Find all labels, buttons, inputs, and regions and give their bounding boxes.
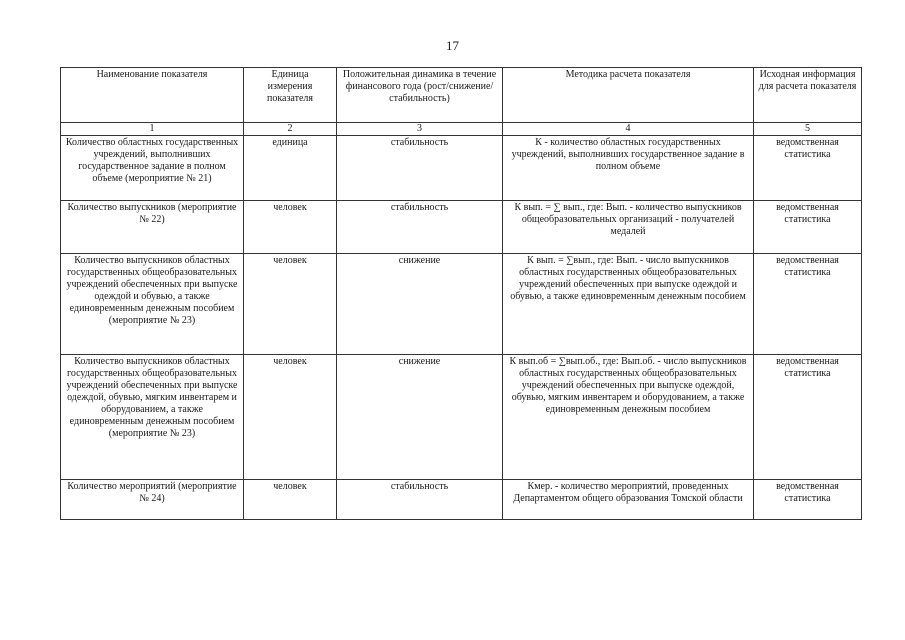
unit-cell: человек	[244, 201, 337, 254]
indicator-name-cell: Количество мероприятий (мероприятие № 24)	[61, 480, 244, 520]
unit-cell: человек	[244, 480, 337, 520]
indicator-name-cell: Количество выпускников (мероприятие № 22)	[61, 201, 244, 254]
source-cell: ведомственная статистика	[754, 254, 862, 355]
header-dynamics: Положительная динамика в течение финансового года (рост/снижение/стабильность)	[337, 68, 503, 123]
header-method: Методика расчета показателя	[503, 68, 754, 123]
dynamics-cell: снижение	[337, 254, 503, 355]
header-unit: Единица измерения показателя	[244, 68, 337, 123]
indicator-name-cell: Количество выпускников областных государственных общеобразовательных учреждений обеспеченных при выпуске одеждой, обувью, мягким инвентарем и оборудованием, а также единовременным денежным пособием (мероприятие № 23)	[61, 355, 244, 480]
column-number: 2	[244, 123, 337, 136]
method-cell: К вып. = ∑ вып., где: Вып. - количество выпускников общеобразовательных организаций - получателей медалей	[503, 201, 754, 254]
table-row	[61, 201, 862, 254]
column-number: 1	[61, 123, 244, 136]
table-row	[61, 136, 862, 201]
header-source: Исходная информация для расчета показателя	[754, 68, 862, 123]
source-cell: ведомственная статистика	[754, 355, 862, 480]
table-row	[61, 480, 862, 520]
unit-cell: единица	[244, 136, 337, 201]
source-cell: ведомственная статистика	[754, 136, 862, 201]
column-number: 5	[754, 123, 862, 136]
indicator-name-cell: Количество выпускников областных государственных общеобразовательных учреждений обеспеченных при выпуске одеждой и обувью, а также единовременным денежным пособием (мероприятие № 23)	[61, 254, 244, 355]
column-number: 4	[503, 123, 754, 136]
dynamics-cell: стабильность	[337, 480, 503, 520]
source-cell: ведомственная статистика	[754, 201, 862, 254]
method-cell: Кмер. - количество мероприятий, проведенных Департаментом общего образования Томской области	[503, 480, 754, 520]
method-cell: К вып. = ∑вып., где: Вып. - число выпускников областных государственных общеобразовательных учреждений обеспеченных при выпуске одеждой и обувью, а также единовременным денежным пособием	[503, 254, 754, 355]
method-cell: К вып.об = ∑вып.об., где: Вып.об. - число выпускников областных государственных общеобразовательных учреждений обеспеченных при выпуске одеждой, обувью, мягким инвентарем и оборудованием, а также единовременным денежным пособием	[503, 355, 754, 480]
column-number: 3	[337, 123, 503, 136]
method-cell: К - количество областных государственных учреждений, выполнивших государственное задание в полном объеме	[503, 136, 754, 201]
page-number: 17	[446, 38, 459, 53]
indicators-table	[60, 67, 862, 520]
table-row	[61, 355, 862, 480]
unit-cell: человек	[244, 254, 337, 355]
column-number-row	[61, 123, 862, 136]
table-row	[61, 254, 862, 355]
unit-cell: человек	[244, 355, 337, 480]
source-cell: ведомственная статистика	[754, 480, 862, 520]
header-row	[61, 68, 862, 123]
dynamics-cell: снижение	[337, 355, 503, 480]
dynamics-cell: стабильность	[337, 136, 503, 201]
header-indicator-name: Наименование показателя	[61, 68, 244, 123]
dynamics-cell: стабильность	[337, 201, 503, 254]
indicator-name-cell: Количество областных государственных учреждений, выполнивших государственное задание в полном объеме (мероприятие № 21)	[61, 136, 244, 201]
